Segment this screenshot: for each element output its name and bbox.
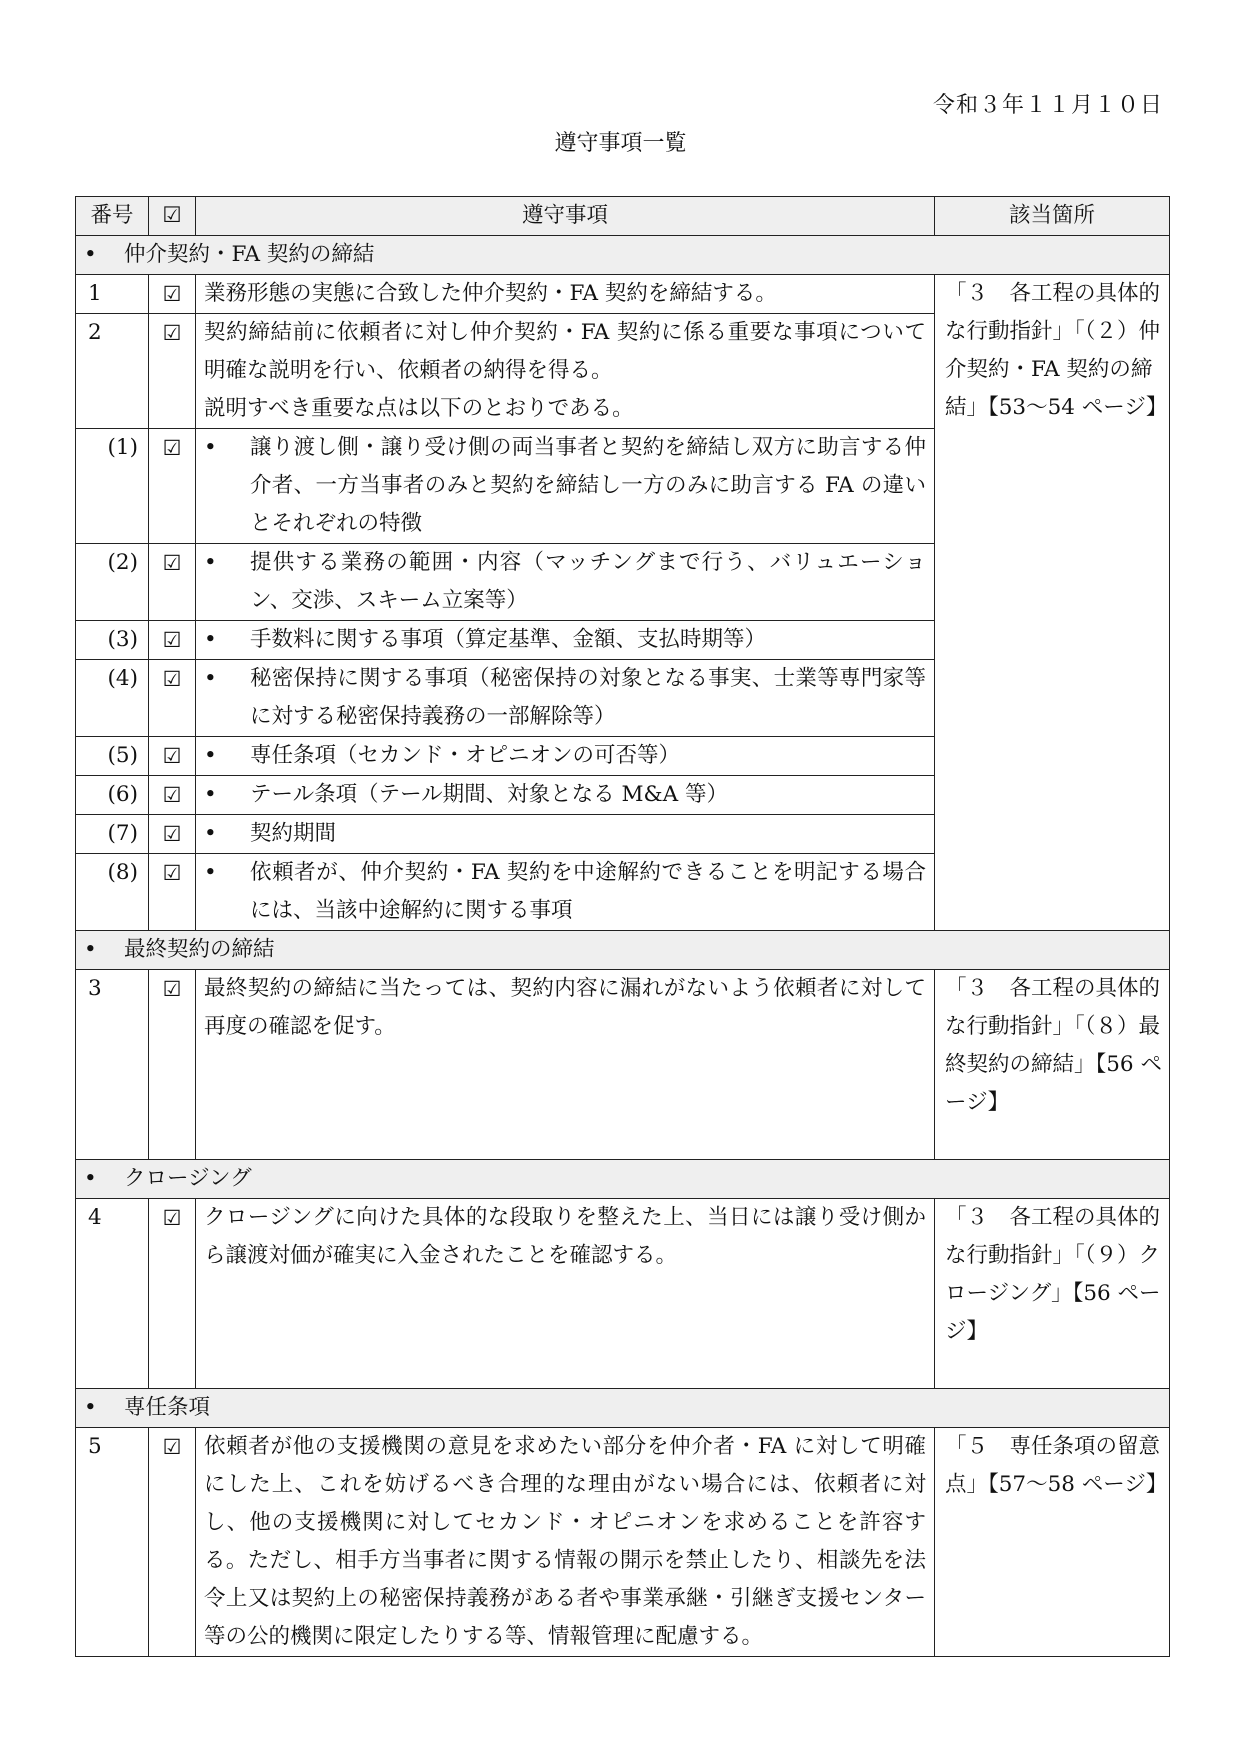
row-number: (2) xyxy=(76,544,149,621)
checkbox-icon[interactable]: ☑ xyxy=(149,1199,196,1389)
row-text: • テール条項（テール期間、対象となる M&A 等） xyxy=(196,776,935,815)
row-number: (4) xyxy=(76,660,149,737)
row-text: • 秘密保持に関する事項（秘密保持の対象となる事実、士業等専門家等に対する秘密保持義務の一部解除等） xyxy=(196,660,935,737)
document-title: 遵守事項一覧 xyxy=(554,131,687,156)
row-text-note: 説明すべき重要な点は以下のとおりである。 xyxy=(204,396,634,421)
row-number: (5) xyxy=(76,737,149,776)
row-number: (3) xyxy=(76,621,149,660)
row-number: 4 xyxy=(76,1199,149,1389)
section-title: • クロージング xyxy=(76,1160,1170,1199)
checkbox-icon[interactable]: ☑ xyxy=(149,275,196,314)
header-check: ☑ xyxy=(149,197,196,236)
row-number: 2 xyxy=(76,314,149,429)
row-number: 3 xyxy=(76,970,149,1160)
section-title: • 専任条項 xyxy=(76,1389,1170,1428)
checkbox-icon[interactable]: ☑ xyxy=(149,429,196,544)
row-number: (6) xyxy=(76,776,149,815)
row-text-main: 契約締結前に依頼者に対し仲介契約・FA 契約に係る重要な事項について明確な説明を行い、依頼者の納得を得る。 xyxy=(204,320,926,383)
row-text: • 手数料に関する事項（算定基準、金額、支払時期等） xyxy=(196,621,935,660)
row-text: 最終契約の締結に当たっては、契約内容に漏れがないよう依頼者に対して再度の確認を促す。 xyxy=(196,970,935,1160)
row-text xyxy=(196,314,935,429)
row-number: (1) xyxy=(76,429,149,544)
checkbox-icon[interactable]: ☑ xyxy=(149,621,196,660)
checkbox-icon[interactable]: ☑ xyxy=(149,854,196,931)
table-row xyxy=(76,1428,1170,1657)
table-row xyxy=(76,970,1170,1160)
reference-cell: 「３ 各工程の具体的な行動指針」「（８）最終契約の締結」【56 ページ】 xyxy=(935,970,1170,1160)
row-text: 依頼者が他の支援機関の意見を求めたい部分を仲介者・FA に対して明確にした上、これを妨げるべき合理的な理由がない場合には、依頼者に対し、他の支援機関に対してセカンド・オピニオンを求めることを許容する。ただし、相手方当事者に関する情報の開示を禁止したり、相談先を法令上又は契約上の秘密保持義務がある者や事業承継・引継ぎ支援センター等の公的機関に限定したりする等、情報管理に配慮する。 xyxy=(196,1428,935,1657)
row-text: • 専任条項（セカンド・オピニオンの可否等） xyxy=(196,737,935,776)
row-text: • 契約期間 xyxy=(196,815,935,854)
header-reference: 該当箇所 xyxy=(935,197,1170,236)
compliance-table xyxy=(75,196,1170,1657)
section-title: • 最終契約の締結 xyxy=(76,931,1170,970)
checkbox-icon[interactable]: ☑ xyxy=(149,314,196,429)
section-row xyxy=(76,1160,1170,1199)
checkbox-icon[interactable]: ☑ xyxy=(149,970,196,1160)
document-date: 令和３年１１月１０日 xyxy=(932,93,1163,118)
checkbox-icon[interactable]: ☑ xyxy=(149,544,196,621)
reference-cell: 「５ 専任条項の留意点」【57〜58 ページ】 xyxy=(935,1428,1170,1657)
checkbox-icon[interactable]: ☑ xyxy=(149,776,196,815)
row-text: 業務形態の実態に合致した仲介契約・FA 契約を締結する。 xyxy=(196,275,935,314)
section-row xyxy=(76,931,1170,970)
table-row xyxy=(76,275,1170,314)
header-number: 番号 xyxy=(76,197,149,236)
table-header-row xyxy=(76,197,1170,236)
table-row xyxy=(76,1199,1170,1389)
reference-cell: 「３ 各工程の具体的な行動指針」「（９）クロージング」【56 ページ】 xyxy=(935,1199,1170,1389)
section-row xyxy=(76,1389,1170,1428)
row-number: (7) xyxy=(76,815,149,854)
row-text: • 提供する業務の範囲・内容（マッチングまで行う、バリュエーション、交渉、スキーム立案等） xyxy=(196,544,935,621)
reference-cell: 「３ 各工程の具体的な行動指針」「（２）仲介契約・FA 契約の締結」【53〜54 ページ】 xyxy=(935,275,1170,931)
row-number: (8) xyxy=(76,854,149,931)
checkbox-icon[interactable]: ☑ xyxy=(149,660,196,737)
row-text: クロージングに向けた具体的な段取りを整えた上、当日には譲り受け側から譲渡対価が確実に入金されたことを確認する。 xyxy=(196,1199,935,1389)
row-text: • 譲り渡し側・譲り受け側の両当事者と契約を締結し双方に助言する仲介者、一方当事者のみと契約を締結し一方のみに助言する FA の違いとそれぞれの特徴 xyxy=(196,429,935,544)
checkbox-icon[interactable]: ☑ xyxy=(149,1428,196,1657)
checkbox-icon[interactable]: ☑ xyxy=(149,815,196,854)
section-row xyxy=(76,236,1170,275)
checkbox-icon[interactable]: ☑ xyxy=(149,737,196,776)
row-number: 1 xyxy=(76,275,149,314)
row-text: • 依頼者が、仲介契約・FA 契約を中途解約できることを明記する場合には、当該中途解約に関する事項 xyxy=(196,854,935,931)
section-title: • 仲介契約・FA 契約の締結 xyxy=(76,236,1170,275)
row-number: 5 xyxy=(76,1428,149,1657)
header-item: 遵守事項 xyxy=(196,197,935,236)
